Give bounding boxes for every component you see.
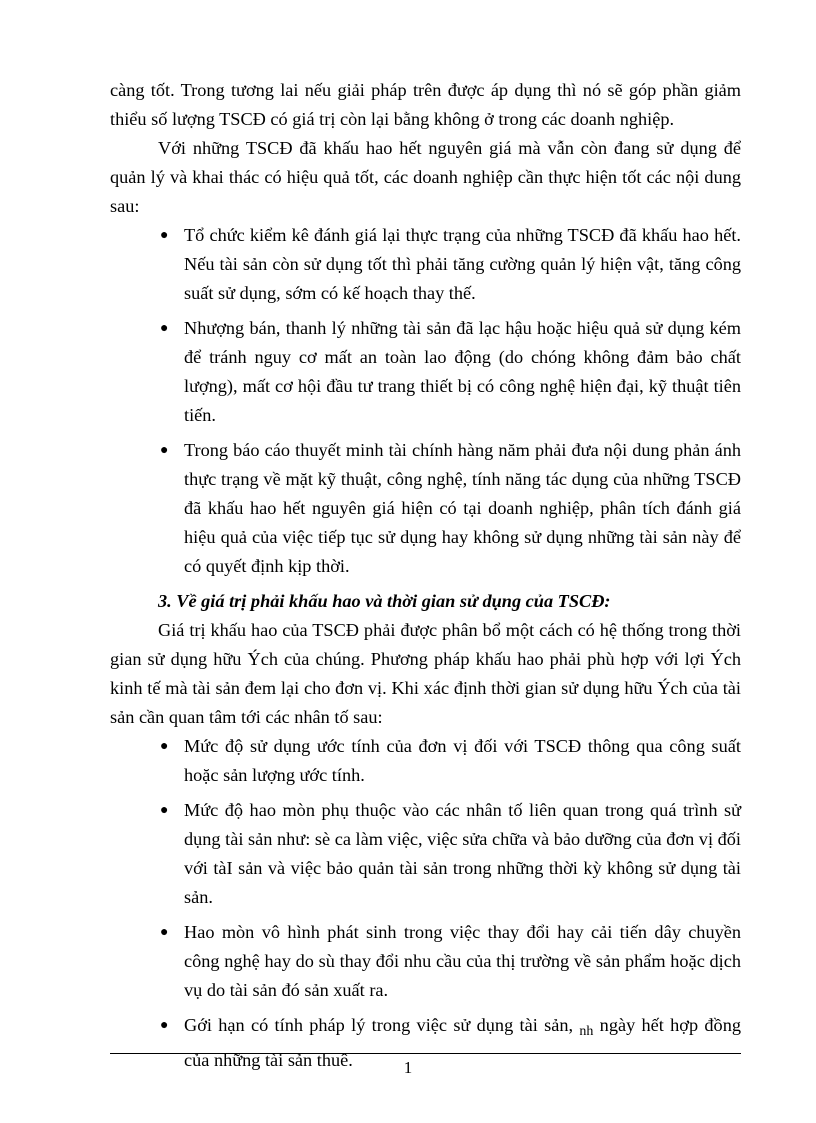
page-number: 1 [403,1058,413,1077]
list-item-text: Mức độ sử dụng ước tính của đơn vị đối với TSCĐ thông qua công suất hoặc sản lượng ước tính. [184,736,741,785]
list-item-text: Hao mòn vô hình phát sinh trong việc thay đổi hay cải tiến dây chuyền công nghệ hay do sù thay đổi nhu cầu của thị trường về sản phẩm hoặc dịch vụ do tài sản đó sản xuất ra. [184,922,741,1000]
list-item [110,221,741,308]
list-item-text: Trong báo cáo thuyết minh tài chính hàng năm phải đưa nội dung phản ánh thực trạng về mặt kỹ thuật, công nghệ, tính năng tác dụng của những TSCĐ đã khấu hao hết nguyên giá hiện có tại doanh nghiệp, phân tích đánh giá hiệu quả của việc tiếp tục sử dụng hay không sử dụng những tài sản này để có quyết định kịp thời. [184,440,741,576]
paragraph-intro-list: Với những TSCĐ đã khấu hao hết nguyên giá mà vẫn còn đang sử dụng để quản lý và khai thác có hiệu quả tốt, các doanh nghiệp cần thực hiện tốt các nội dung sau: [110,138,741,216]
footer-divider [110,1053,741,1054]
list-item [110,796,741,912]
bullet-icon: ● [160,321,169,336]
bullet-list-depreciated-assets [110,221,741,581]
list-item-text-part: Gới hạn có tính pháp lý trong việc sử dụng tài sản, [184,1015,574,1035]
list-item-subscript: nh [579,1024,594,1039]
list-item [110,314,741,430]
bullet-icon: ● [160,739,169,754]
bullet-icon: ● [160,228,169,243]
list-item-text: Tổ chức kiểm kê đánh giá lại thực trạng của những TSCĐ đã khấu hao hết. Nếu tài sản còn sử dụng tốt thì phải tăng cường quản lý hiện vật, tăng công suất sử dụng, sớm có kế hoạch thay thế. [184,225,741,303]
bullet-icon: ● [160,925,169,940]
bullet-icon: ● [160,443,169,458]
list-item-text: Mức độ hao mòn phụ thuộc vào các nhân tố liên quan trong quá trình sử dụng tài sản như: sè ca làm việc, việc sửa chữa và bảo dưỡng của đơn vị đối với tàI sản và việc bảo quản tài sản trong những thời kỳ không sử dụng tài sản. [184,800,741,907]
list-item [110,436,741,581]
bullet-icon: ● [160,1018,169,1033]
bullet-list-useful-life-factors [110,732,741,1075]
paragraph-depreciation-value: Giá trị khấu hao của TSCĐ phải được phân bổ một cách có hệ thống trong thời gian sử dụng hữu Ých của chúng. Phương pháp khấu hao phải phù hợp với lợi Ých kinh tế mà tài sản đem lại cho đơn vị. Khi xác định thời gian sử dụng hữu Ých của tài sản cần quan tâm tới các nhân tố sau: [110,620,741,727]
list-item-text-part: ngày hết hợp đồng của những tài sản thuê. [184,1015,741,1070]
list-item-text: Nhượng bán, thanh lý những tài sản đã lạc hậu hoặc hiệu quả sử dụng kém để tránh nguy cơ mất an toàn lao động (do chóng không đảm bảo chất lượng), mất cơ hội đầu tư trang thiết bị có công nghệ hiện đại, kỹ thuật tiên tiến. [184,318,741,425]
section-heading: 3. Về giá trị phải khấu hao và thời gian sử dụng của TSCĐ: [158,591,611,611]
page-body [110,76,741,1081]
list-item [110,732,741,790]
list-item [110,918,741,1005]
bullet-icon: ● [160,803,169,818]
paragraph-continuation: càng tốt. Trong tương lai nếu giải pháp trên được áp dụng thì nó sẽ góp phần giảm thiểu số lượng TSCĐ có giá trị còn lại bằng không ở trong các doanh nghiệp. [110,80,741,129]
